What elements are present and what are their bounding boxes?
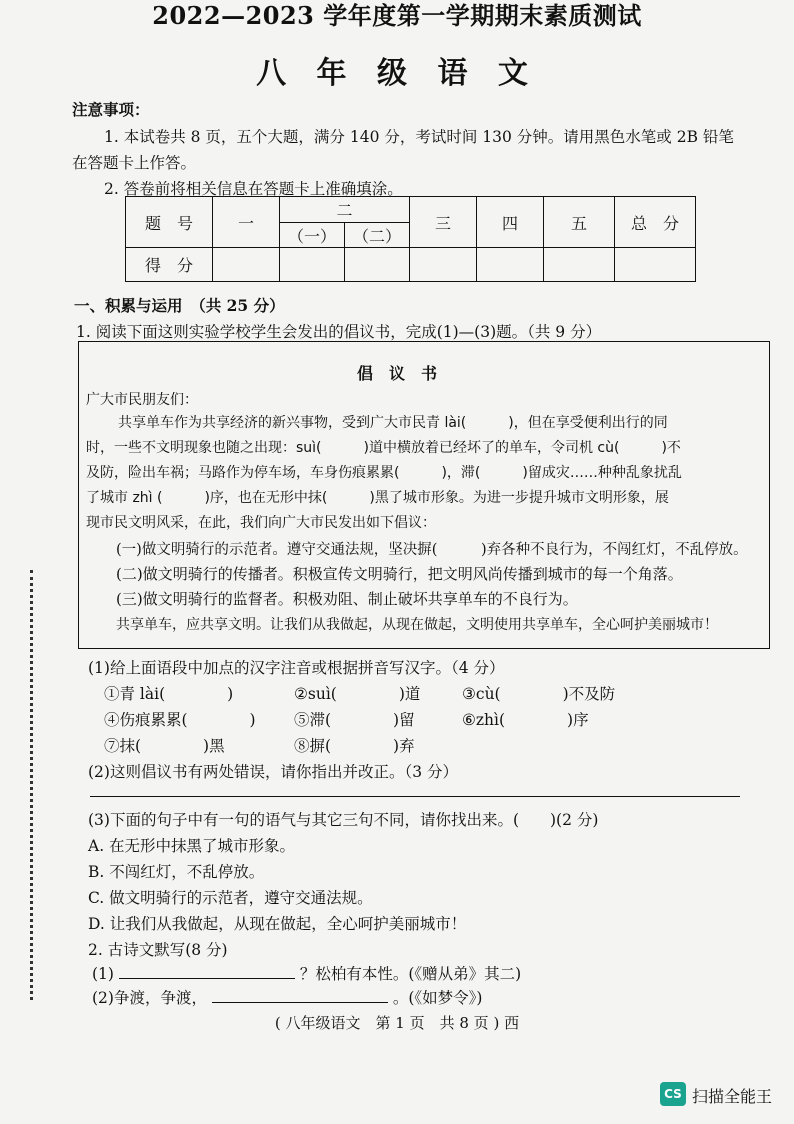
notes-item-1: 1. 本试卷共 8 页，五个大题，满分 140 分，考试时间 130 分钟。请用黑色水笔或 2B 铅笔 — [104, 128, 734, 146]
score-col-total: 总 分 — [615, 197, 696, 248]
score-col-5: 五 — [544, 197, 615, 248]
option-b: B. 不闯红灯，不乱停放。 — [88, 863, 265, 881]
exam-subject: 八 年 级 语 文 — [256, 56, 538, 91]
answer-1[interactable]: ①青 lài( ) — [104, 685, 234, 703]
score-cell[interactable] — [544, 248, 615, 282]
proposal-greeting: 广大市民朋友们： — [86, 392, 198, 408]
score-cell[interactable] — [615, 248, 696, 282]
proposal-closing: 共享单车，应共享文明。让我们从我做起，从现在做起，文明使用共享单车，全心呵护美丽城市！ — [116, 617, 718, 633]
answer-6[interactable]: ⑥zhì( )序 — [462, 711, 589, 729]
poem-line-1-suffix: ？松柏有本性。(《赠从弟》其二) — [299, 965, 522, 983]
poem-line-1 — [92, 962, 521, 984]
proposal-title: 倡 议 书 — [356, 364, 437, 383]
score-col-4: 四 — [477, 197, 544, 248]
answer-3[interactable]: ③cù( )不及防 — [462, 685, 616, 703]
answer-4[interactable]: ④伤痕累累( ) — [104, 711, 256, 729]
score-header-label: 题 号 — [126, 197, 213, 248]
notes-heading: 注意事项： — [72, 100, 150, 119]
score-cell[interactable] — [345, 248, 410, 282]
score-col-1: 一 — [213, 197, 280, 248]
score-table — [125, 196, 696, 282]
score-col-3: 三 — [410, 197, 477, 248]
option-a: A. 在无形中抹黑了城市形象。 — [88, 837, 296, 855]
exam-title: 2022—2023 学年度第一学期期末素质测试 — [152, 1, 642, 30]
scanner-logo-icon: CS — [660, 1082, 686, 1106]
score-col-2: 二 — [280, 197, 410, 223]
score-col-2-sub-2: （二） — [345, 223, 410, 248]
proposal-item-1: (一)做文明骑行的示范者。遵守交通法规，坚决摒( )弃各种不良行为，不闯红灯，不乱停放。 — [116, 542, 748, 558]
subquestion-1-prompt: (1)给上面语段中加点的汉字注音或根据拼音写汉字。（4 分） — [88, 659, 505, 677]
score-row-label: 得 分 — [126, 248, 213, 282]
proposal-item-3: (三)做文明骑行的监督者。积极劝阻、制止破坏共享单车的不良行为。 — [116, 590, 578, 608]
question-2-heading: 2. 古诗文默写(8 分) — [88, 941, 228, 959]
proposal-p1-line3: 及防，险出车祸；马路作为停车场，车身伤痕累累( )，滞( )留成灾……种种乱象扰乱 — [86, 465, 682, 481]
poem-line-2-prefix: (2)争渡，争渡， — [92, 989, 207, 1007]
subquestion-2-prompt: (2)这则倡议书有两处错误，请你指出并改正。（3 分） — [88, 763, 458, 781]
answer-7[interactable]: ⑦抹( )黑 — [104, 737, 225, 755]
binding-line — [30, 570, 33, 1000]
subquestion-3-prompt: (3)下面的句子中有一句的语气与其它三句不同，请你找出来。( )(2 分) — [88, 811, 599, 829]
question-1-prompt: 1. 阅读下面这则实验学校学生会发出的倡议书，完成(1)—(3)题。（共 9 分） — [76, 323, 602, 341]
page-footer: ( 八年级语文 第 1 页 共 8 页 ) 西 — [274, 1014, 520, 1032]
notes-item-1-cont: 在答题卡上作答。 — [72, 154, 197, 172]
poem-blank-2[interactable] — [212, 1002, 388, 1003]
proposal-p1-line5: 现市民文明风采，在此，我们向广大市民发出如下倡议： — [86, 515, 436, 531]
scanner-watermark: 扫描全能王 — [692, 1087, 773, 1106]
score-cell[interactable] — [280, 248, 345, 282]
proposal-p1-line2: 时，一些不文明现象也随之出现：suì( )道中横放着已经坏了的单车，令司机 cù( )不 — [86, 440, 681, 456]
poem-line-2-suffix: 。(《如梦令》) — [392, 989, 483, 1007]
score-cell[interactable] — [213, 248, 280, 282]
score-cell[interactable] — [410, 248, 477, 282]
poem-line-2 — [92, 986, 482, 1008]
poem-blank-1[interactable] — [119, 978, 295, 979]
notes-item-2: 2. 答卷前将相关信息在答题卡上准确填涂。 — [104, 180, 403, 198]
score-col-2-sub-1: （一） — [280, 223, 345, 248]
proposal-p1-line1: 共享单车作为共享经济的新兴事物，受到广大市民青 lài( )，但在享受便利出行的同 — [118, 415, 668, 431]
proposal-p1-line4: 了城市 zhì ( )序，也在无形中抹( )黑了城市形象。为进一步提升城市文明形象，展 — [86, 490, 669, 506]
answer-8[interactable]: ⑧摒( )弃 — [294, 737, 415, 755]
proposal-item-2: (二)做文明骑行的传播者。积极宣传文明骑行，把文明风尚传播到城市的每一个角落。 — [116, 565, 683, 583]
answer-5[interactable]: ⑤滞( )留 — [294, 711, 415, 729]
score-cell[interactable] — [477, 248, 544, 282]
answer-2[interactable]: ②suì( )道 — [294, 685, 421, 703]
option-c: C. 做文明骑行的示范者，遵守交通法规。 — [88, 889, 373, 907]
section-1-heading: 一、积累与运用 （共 25 分） — [74, 296, 285, 315]
option-d: D. 让我们从我做起，从现在做起，全心呵护美丽城市！ — [88, 915, 467, 933]
answer-line[interactable] — [90, 796, 740, 797]
poem-line-1-prefix: (1) — [92, 965, 114, 983]
